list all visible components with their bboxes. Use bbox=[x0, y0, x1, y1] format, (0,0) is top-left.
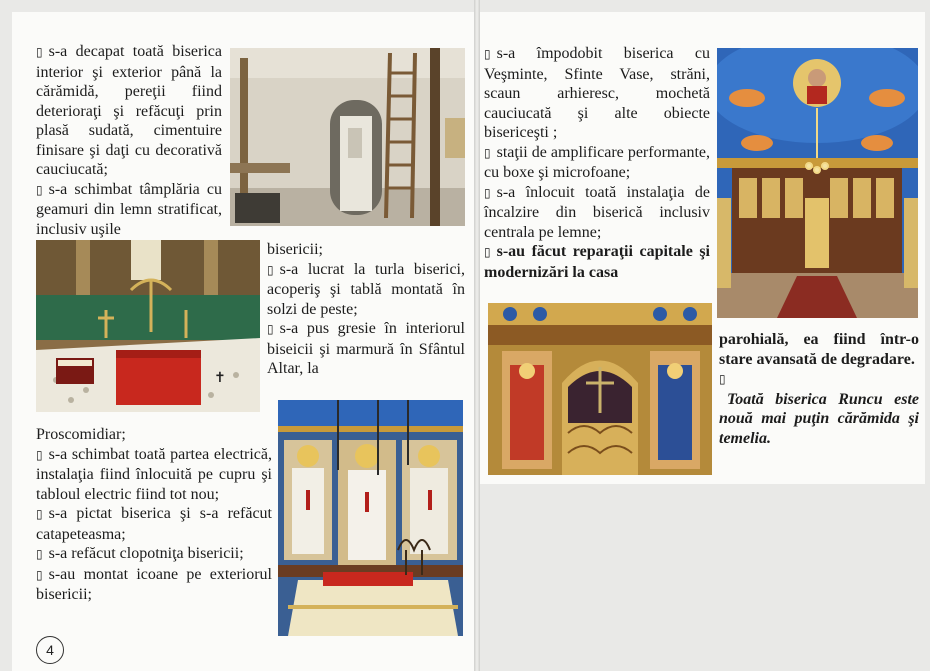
list-item: ▯ s-a schimbat toată partea electrică, instalaţia fiind înlocuită pe cupru şi tabloul electric fiind tot nou; bbox=[36, 445, 272, 503]
bullet-icon: ▯ bbox=[719, 372, 726, 386]
left-text-block-middle bbox=[267, 240, 465, 379]
bullet-icon: ▯ bbox=[267, 322, 274, 336]
list-item: ▯ s-au montat icoane pe exteriorul bisericii; bbox=[36, 565, 272, 603]
list-item: ▯ staţii de amplificare performante, cu boxe şi microfoane; bbox=[484, 143, 710, 181]
bullet-icon: ▯ bbox=[36, 567, 43, 582]
list-item-continuation: Proscomidiar; bbox=[36, 426, 126, 443]
list-item: ▯ s-a schimbat tâmplăria cu geamuri din lemn stratificat, inclusiv uşile bbox=[36, 180, 222, 238]
bullet-icon: ▯ bbox=[36, 547, 43, 561]
list-item: ▯ s-a înlocuit toată instalaţia de încalzire din biserică inclusiv centrala pe lemne; bbox=[484, 183, 710, 241]
bullet-icon: ▯ bbox=[36, 447, 43, 462]
bullet-icon: ▯ bbox=[484, 47, 491, 61]
closing-statement: Toată biserica Runcu este nouă mai puţin cărămida şi temelia. bbox=[719, 390, 919, 447]
left-text-block-bottom bbox=[36, 425, 272, 605]
bullet-line bbox=[719, 369, 919, 390]
bullet-icon: ▯ bbox=[484, 185, 491, 200]
svg-text:✝: ✝ bbox=[214, 370, 226, 386]
list-item-continuation: bisericii; bbox=[267, 241, 323, 258]
left-text-block-top bbox=[36, 42, 222, 239]
renovation-interior-photo bbox=[230, 48, 465, 226]
list-item: ▯ s-a pus gresie în interiorul biseicii şi marmură în Sfântul Altar, la bbox=[267, 320, 465, 377]
painted-interior-photo bbox=[278, 400, 463, 636]
church-nave-photo bbox=[717, 48, 918, 318]
bullet-icon: ▯ bbox=[36, 45, 43, 59]
bullet-icon: ▯ bbox=[484, 145, 491, 160]
bullet-icon: ▯ bbox=[484, 245, 491, 259]
list-item: ▯ s-a decapat toată biserica interior şi exterior până la cărămidă, pereţii fiind deterioraţi şi refăcuţi prin plasă sudată, cimentuire finisare şi daţi cu decorativă cauciucată; bbox=[36, 43, 222, 178]
list-item: ▯ s-a lucrat la turla biserici, acoperiş şi tablă montată în solzi de peste; bbox=[267, 260, 465, 318]
list-item: ▯ s-a împodobit biserica cu Veşminte, Sfinte Vase, străni, scaun arhieresc, mochetă cauciucată şi alte obiecte bisericeşti ; bbox=[484, 45, 710, 141]
iconostasis-photo bbox=[488, 303, 712, 475]
list-item: ▯ s-a refăcut clopotniţa bisericii; bbox=[36, 545, 244, 562]
right-text-block-bottom bbox=[719, 330, 919, 448]
list-item: ▯ s-a pictat biserica şi s-a refăcut catapeteasma; bbox=[36, 505, 272, 543]
right-text-block-top bbox=[484, 44, 710, 282]
list-item-bold: ▯ s-au făcut reparaţii capitale şi modernizări la casa bbox=[484, 243, 710, 281]
altar-table-photo bbox=[36, 240, 260, 412]
bullet-icon: ▯ bbox=[36, 182, 43, 197]
page-number: 4 bbox=[36, 636, 64, 664]
bullet-icon: ▯ bbox=[36, 507, 43, 521]
bullet-icon: ▯ bbox=[267, 262, 274, 277]
list-item-continuation: parohială, ea fiind într-o stare avansată de degradare. bbox=[719, 331, 919, 368]
